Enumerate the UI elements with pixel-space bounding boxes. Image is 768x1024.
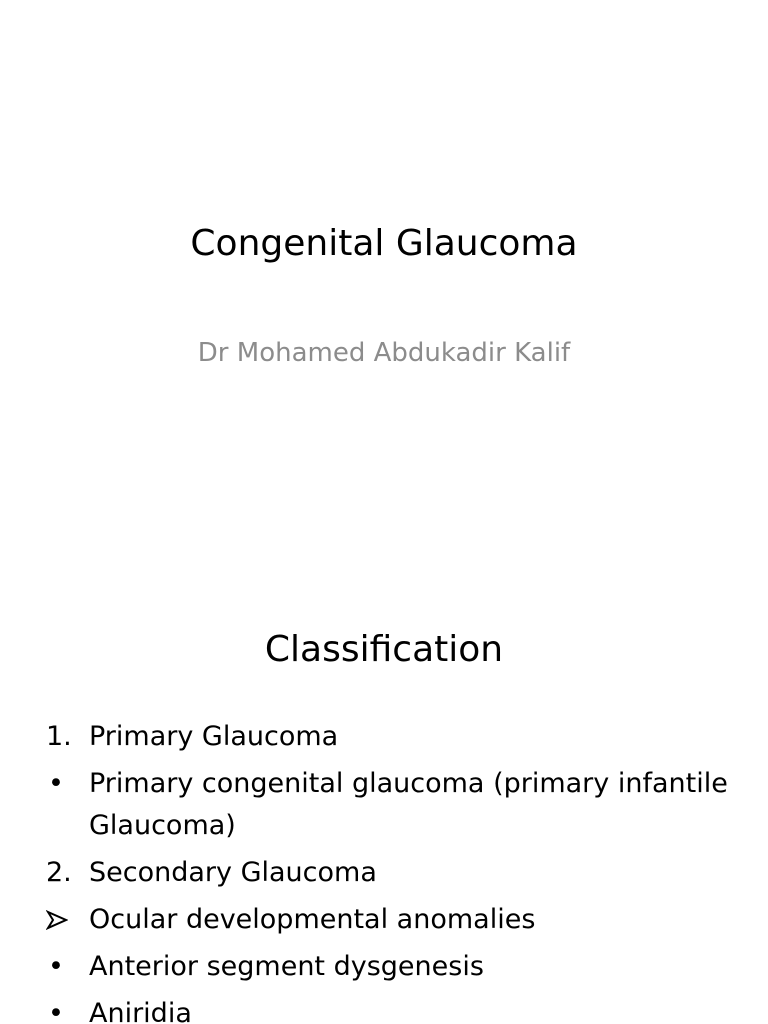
slide-subtitle: Dr Mohamed Abdukadir Kalif	[197, 338, 571, 368]
list-item	[0, 946, 768, 988]
slide-title: Congenital Glaucoma	[190, 223, 578, 264]
list-item	[0, 763, 768, 847]
list-number: 2.	[46, 857, 72, 888]
list-item	[0, 852, 768, 894]
arrow-bullet-icon	[46, 897, 86, 930]
bullet-icon: •	[48, 951, 64, 982]
list-item	[0, 716, 768, 758]
slide-title: Classification	[264, 629, 504, 670]
bullet-icon: •	[48, 768, 64, 799]
list-item-text: Anterior segment dysgenesis	[89, 951, 484, 982]
list-item-text: Secondary Glaucoma	[89, 857, 377, 888]
list-item-text: Aniridia	[89, 998, 192, 1024]
classification-slide	[0, 576, 768, 1024]
list-item	[0, 899, 768, 941]
classification-list	[0, 716, 768, 1024]
list-item-text: Primary Glaucoma	[89, 721, 339, 752]
list-item	[0, 993, 768, 1024]
list-item-text: Primary congenital glaucoma (primary infantile Glaucoma)	[89, 768, 728, 841]
bullet-icon: •	[48, 998, 64, 1024]
list-item-text: Ocular developmental anomalies	[89, 904, 536, 935]
list-number: 1.	[46, 721, 72, 752]
